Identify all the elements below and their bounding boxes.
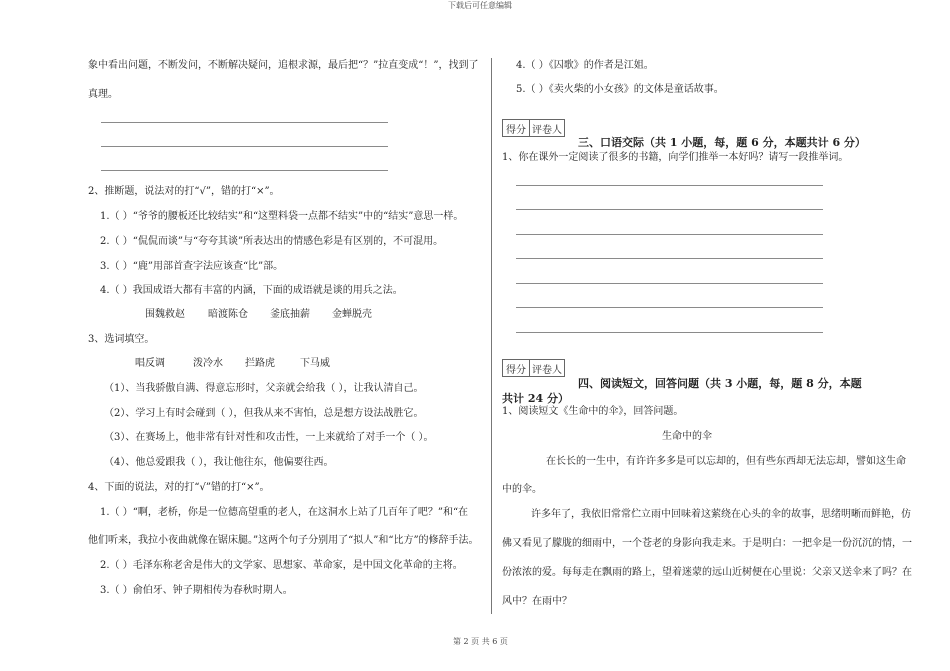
q2-item: 2.（ ）“侃侃而谈”与“夸夸其谈”所表达出的情感色彩是有区别的，不可混用。 xyxy=(100,236,444,247)
answer-line xyxy=(516,185,823,186)
answer-line xyxy=(516,209,823,210)
q2-item: 4.（ ）我国成语大都有丰富的内涵，下面的成语就是谈的用兵之法。 xyxy=(100,285,403,296)
q3-item: （1）、当我骄傲自满、得意忘形时，父亲就会给我（ ），让我认清自己。 xyxy=(104,383,424,394)
paragraph-2-line-4: 风中？在雨中？ xyxy=(502,596,572,607)
q3-word: 下马威 xyxy=(300,358,330,369)
grader-label: 评卷人 xyxy=(532,364,562,376)
q3-word: 拦路虎 xyxy=(245,358,275,369)
paragraph-2-line-3: 份浓浓的爱。每每走在飘雨的路上，望着迷蒙的远山近树便在心里说：父亲又送伞来了吗？在 xyxy=(502,567,912,578)
section-4-title-line-2: 共计 24 分） xyxy=(502,392,569,405)
answer-line xyxy=(516,234,823,235)
page-footer: 第 2 页 共 6 页 xyxy=(453,637,508,646)
q3-title: 3、选词填空。 xyxy=(88,334,155,345)
answer-line xyxy=(101,170,388,171)
intro-line-1: 象中看出问题，不断发问，不断解决疑问，追根求源，最后把“？”拉直变成“！”，找到了 xyxy=(88,60,479,71)
q3-item: （2）、学习上有时会碰到（ ），但我从来不害怕，总是想方设法战胜它。 xyxy=(104,408,424,419)
q3-word: 唱反调 xyxy=(135,358,165,369)
score-box xyxy=(502,119,565,137)
answer-line xyxy=(516,307,823,308)
tf-item: 5.（ ）《卖火柴的小女孩》的文体是童话故事。 xyxy=(516,84,724,95)
idiom: 暗渡陈仓 xyxy=(208,309,248,320)
paragraph-2-line-1: 许多年了，我依旧常常伫立雨中回味着这萦绕在心头的伞的故事，思绪明晰而鲜艳，仿 xyxy=(531,509,911,520)
answer-line xyxy=(101,122,388,123)
score-label: 得分 xyxy=(503,120,530,136)
q4-item-2: 2.（ ）毛泽东称老舍是伟大的文学家、思想家、革命家，是中国文化革命的主将。 xyxy=(100,560,463,571)
idiom: 釜底抽薪 xyxy=(270,309,310,320)
q4-item-1-line-1: 1.（ ）“啊，老桥，你是一位德高望重的老人，在这洞水上站了几百年了吧？”和“在 xyxy=(100,507,469,518)
story-title: 生命中的伞 xyxy=(662,431,712,442)
paragraph-2-line-2: 佛又看见了朦胧的细雨中，一个苍老的身影向我走来。于是明白：一把伞是一份沉沉的情，一 xyxy=(502,538,912,549)
score-box xyxy=(502,359,565,377)
column-divider xyxy=(491,58,492,614)
q4-item-1-line-2: 他们听来，我拉小夜曲就像在锯床腿。”这两个句子分别用了“拟人”和“比方”的修辞手法。 xyxy=(88,535,479,546)
answer-line xyxy=(516,332,823,333)
q3-item: （3）、在赛场上，他非常有针对性和攻击性，一上来就给了对手一个（ ）。 xyxy=(104,432,434,443)
intro-line-2: 真理。 xyxy=(88,89,118,100)
page-header: 下载后可任意编辑 xyxy=(448,1,512,10)
s4-question-1: 1、阅读短文《生命中的伞》，回答问题。 xyxy=(502,406,684,417)
q2-item: 3.（ ）“鹿”用部首查字法应该查“比”部。 xyxy=(100,261,284,272)
score-label: 得分 xyxy=(503,360,530,376)
paragraph-1-line-2: 中的伞。 xyxy=(502,484,542,495)
idiom: 围魏救赵 xyxy=(145,309,185,320)
idiom: 金蝉脱壳 xyxy=(332,309,372,320)
tf-item: 4.（ ）《囚歌》的作者是江姐。 xyxy=(516,60,654,71)
paragraph-1-line-1: 在长长的一生中，有许许多多是可以忘却的，但有些东西却无法忘却，譬如这生命 xyxy=(546,456,906,467)
q4-title: 4、下面的说法，对的打“√”错的打“×”。 xyxy=(88,482,270,493)
q3-item: （4）、他总爱跟我（ ），我让他往东，他偏要往西。 xyxy=(104,457,334,468)
s3-question-1: 1、你在课外一定阅读了很多的书籍，向学们推举一本好吗？请写一段推举词。 xyxy=(502,152,849,163)
answer-line xyxy=(516,258,823,259)
answer-line xyxy=(516,283,823,284)
section-4-title-line-1: 四、阅读短文，回答问题（共 3 小题，每，题 8 分，本题 xyxy=(578,377,862,390)
answer-line xyxy=(101,146,388,147)
q2-item: 1.（ ）“爷爷的腰板还比较结实”和“这塑料袋一点都不结实”中的“结实”意思一样。 xyxy=(100,211,464,222)
q3-word: 泼冷水 xyxy=(193,358,223,369)
section-3-title: 三、口语交际（共 1 小题，每，题 6 分，本题共计 6 分） xyxy=(578,136,866,149)
q2-title: 2、推断题，说法对的打“√”，错的打“×”。 xyxy=(88,186,280,197)
grader-label: 评卷人 xyxy=(532,124,562,136)
q4-item-3: 3.（ ）俞伯牙、钟子期相传为春秋时期人。 xyxy=(100,585,293,596)
